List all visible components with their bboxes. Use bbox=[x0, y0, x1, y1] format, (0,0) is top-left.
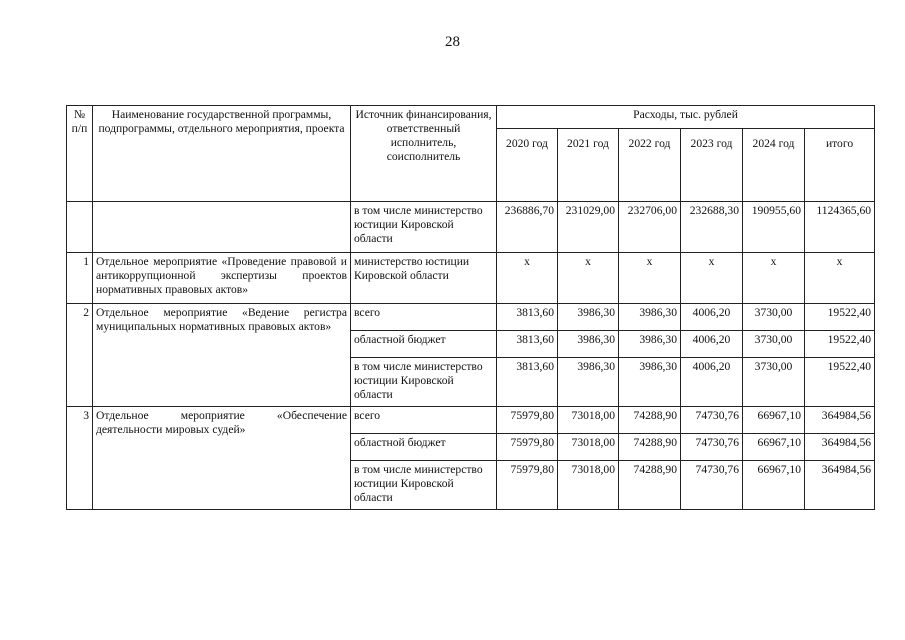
header-year-2023: 2023 год bbox=[681, 129, 743, 202]
header-total: итого bbox=[805, 129, 875, 202]
row-name: Отдельное мероприятие «Обеспечение деятельности мировых судей» bbox=[93, 407, 351, 510]
header-expenses: Расходы, тыс. рублей bbox=[497, 106, 875, 129]
header-source: Источник финансирования, ответственный исполнитель, соисполнитель bbox=[351, 106, 497, 202]
value-2023: 232688,30 bbox=[681, 202, 743, 253]
value-2021: 231029,00 bbox=[558, 202, 619, 253]
value-2020: 3813,60 bbox=[497, 358, 558, 407]
value-2020: 236886,70 bbox=[497, 202, 558, 253]
value-2023: 74730,76 bbox=[681, 461, 743, 510]
value-2024: 190955,60 bbox=[743, 202, 805, 253]
value-2022: х bbox=[619, 253, 681, 304]
value-total: 19522,40 bbox=[805, 304, 875, 331]
row-source: в том числе министерство юстиции Кировской области bbox=[351, 202, 497, 253]
row-num bbox=[67, 202, 93, 253]
value-total: 19522,40 bbox=[805, 331, 875, 358]
value-2021: 73018,00 bbox=[558, 407, 619, 434]
row-source: областной бюджет bbox=[351, 434, 497, 461]
value-2020: 75979,80 bbox=[497, 434, 558, 461]
row-source: областной бюджет bbox=[351, 331, 497, 358]
row-name: Отдельное мероприятие «Ведение регистра муниципальных нормативных правовых актов» bbox=[93, 304, 351, 407]
row-num: 1 bbox=[67, 253, 93, 304]
value-total: 364984,56 bbox=[805, 434, 875, 461]
row-source: в том числе министерство юстиции Кировской области bbox=[351, 461, 497, 510]
value-2021: 3986,30 bbox=[558, 358, 619, 407]
table-row bbox=[67, 202, 875, 253]
value-2022: 232706,00 bbox=[619, 202, 681, 253]
row-source: министерство юстиции Кировской области bbox=[351, 253, 497, 304]
value-2021: 73018,00 bbox=[558, 461, 619, 510]
value-total: х bbox=[805, 253, 875, 304]
value-2024: 3730,00 bbox=[743, 358, 805, 407]
value-2022: 74288,90 bbox=[619, 407, 681, 434]
value-2022: 3986,30 bbox=[619, 331, 681, 358]
value-2024: 66967,10 bbox=[743, 407, 805, 434]
value-total: 19522,40 bbox=[805, 358, 875, 407]
expenses-table bbox=[66, 105, 875, 510]
value-2022: 3986,30 bbox=[619, 358, 681, 407]
value-2023: 4006,20 bbox=[681, 331, 743, 358]
value-2020: 3813,60 bbox=[497, 331, 558, 358]
value-2023: 4006,20 bbox=[681, 304, 743, 331]
value-2021: х bbox=[558, 253, 619, 304]
page-number: 28 bbox=[445, 34, 460, 50]
header-num: № п/п bbox=[67, 106, 93, 202]
value-2023: 74730,76 bbox=[681, 434, 743, 461]
header-name: Наименование государственной программы, подпрограммы, отдельного мероприятия, проекта bbox=[93, 106, 351, 202]
header-year-2020: 2020 год bbox=[497, 129, 558, 202]
value-2023: 74730,76 bbox=[681, 407, 743, 434]
value-2023: 4006,20 bbox=[681, 358, 743, 407]
header-year-2024: 2024 год bbox=[743, 129, 805, 202]
row-source: всего bbox=[351, 407, 497, 434]
row-source: всего bbox=[351, 304, 497, 331]
value-2020: 75979,80 bbox=[497, 407, 558, 434]
value-2020: 75979,80 bbox=[497, 461, 558, 510]
table-row bbox=[67, 304, 875, 331]
row-source: в том числе министерство юстиции Кировской области bbox=[351, 358, 497, 407]
row-name bbox=[93, 202, 351, 253]
header-year-2021: 2021 год bbox=[558, 129, 619, 202]
value-2021: 3986,30 bbox=[558, 304, 619, 331]
value-total: 364984,56 bbox=[805, 461, 875, 510]
value-2020: х bbox=[497, 253, 558, 304]
table-row bbox=[67, 407, 875, 434]
row-name: Отдельное мероприятие «Проведение правовой и антикоррупционной экспертизы проектов нормативных правовых актов» bbox=[93, 253, 351, 304]
value-2024: х bbox=[743, 253, 805, 304]
value-2021: 3986,30 bbox=[558, 331, 619, 358]
value-2024: 66967,10 bbox=[743, 461, 805, 510]
value-2023: х bbox=[681, 253, 743, 304]
value-2021: 73018,00 bbox=[558, 434, 619, 461]
value-2024: 3730,00 bbox=[743, 304, 805, 331]
value-total: 364984,56 bbox=[805, 407, 875, 434]
value-2020: 3813,60 bbox=[497, 304, 558, 331]
value-2024: 3730,00 bbox=[743, 331, 805, 358]
header-year-2022: 2022 год bbox=[619, 129, 681, 202]
row-num: 2 bbox=[67, 304, 93, 407]
value-2022: 74288,90 bbox=[619, 434, 681, 461]
row-num: 3 bbox=[67, 407, 93, 510]
table-row bbox=[67, 253, 875, 304]
value-total: 1124365,60 bbox=[805, 202, 875, 253]
value-2024: 66967,10 bbox=[743, 434, 805, 461]
value-2022: 74288,90 bbox=[619, 461, 681, 510]
value-2022: 3986,30 bbox=[619, 304, 681, 331]
